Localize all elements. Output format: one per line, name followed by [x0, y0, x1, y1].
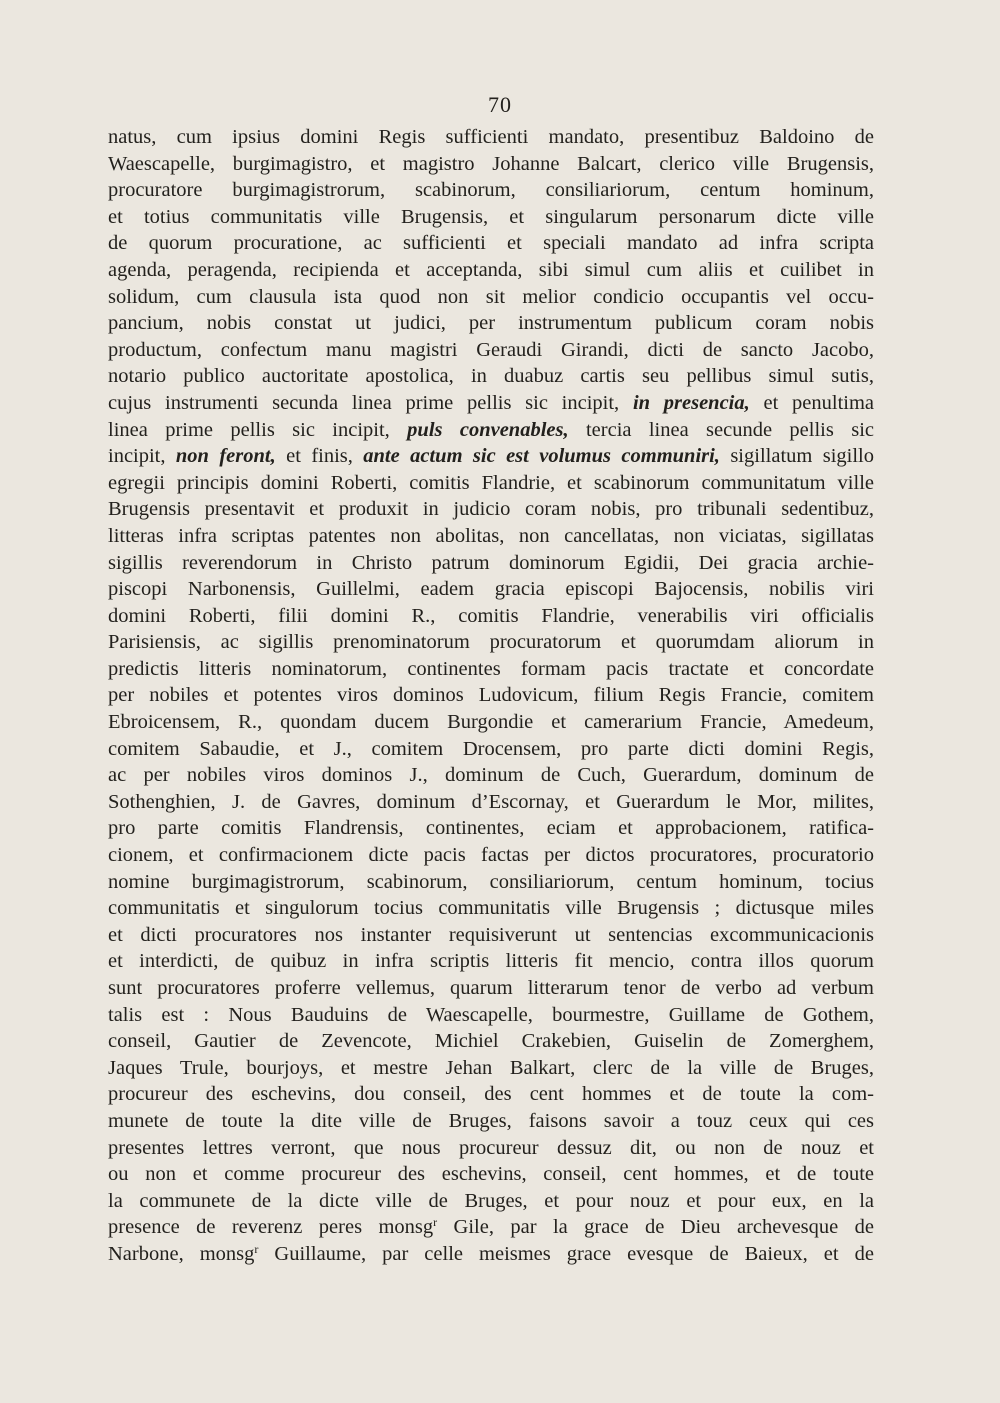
text-line [108, 1135, 874, 1162]
text-span: solidum, cum clausula ista quod non sit melior condicio occupantis vel occu- [108, 285, 874, 308]
text-line [108, 948, 874, 975]
text-span: procureur des eschevins, dou conseil, des cent hommes et de toute la com- [108, 1083, 874, 1106]
text-line [108, 1108, 874, 1135]
text-line [108, 656, 874, 683]
text-line [108, 682, 874, 709]
text-span: Jaques Trule, bourjoys, et mestre Jehan Balkart, clerc de la ville de Bruges, [108, 1056, 874, 1079]
text-line [108, 151, 874, 178]
text-span: Sothenghien, J. de Gavres, dominum d’Escornay, et Guerardum le Mor, milites, [108, 790, 874, 813]
text-line [108, 496, 874, 523]
text-span: per nobiles et potentes viros dominos Ludovicum, filium Regis Francie, comitem [108, 684, 874, 707]
superscript: r [433, 1215, 438, 1230]
text-line [108, 842, 874, 869]
text-line [108, 1241, 874, 1268]
text-span: talis est : Nous Bauduins de Waescapelle, bourmestre, Guillame de Gothem, [108, 1003, 874, 1026]
text-line [108, 1214, 874, 1241]
text-span: munete de toute la dite ville de Bruges, faisons savoir a touz ceux qui ces [108, 1109, 874, 1132]
text-span: presence de reverenz peres monsg [108, 1216, 434, 1239]
text-line [108, 390, 874, 417]
italic-phrase: non feront, [175, 445, 276, 468]
text-line [108, 975, 874, 1002]
text-span: et finis, [275, 445, 364, 468]
text-line [108, 230, 874, 257]
text-span: Parisiensis, ac sigillis prenominatorum procuratorum et quorumdam aliorum in [108, 631, 874, 654]
text-line [108, 1161, 874, 1188]
text-span: et totius communitatis ville Brugensis, et singularum personarum dicte ville [108, 205, 874, 228]
text-span: Gile, par la grace de Dieu archevesque de [437, 1216, 874, 1239]
text-line [108, 762, 874, 789]
text-span: linea prime pellis sic incipit, [108, 418, 408, 441]
text-line [108, 1055, 874, 1082]
text-span: Brugensis presentavit et produxit in judicio coram nobis, pro tribunali sedentibuz, [108, 498, 874, 521]
text-line [108, 124, 874, 151]
text-line [108, 629, 874, 656]
text-span: tercia linea secunde pellis sic [568, 418, 874, 441]
text-span: pancium, nobis constat ut judici, per instrumentum publicum coram nobis [108, 312, 874, 335]
text-line [108, 417, 874, 444]
italic-phrase: in presencia, [632, 391, 750, 414]
text-line [108, 284, 874, 311]
text-span: agenda, peragenda, recipienda et acceptanda, sibi simul cum aliis et cuilibet in [108, 258, 874, 281]
text-line [108, 550, 874, 577]
text-line [108, 204, 874, 231]
text-line [108, 1028, 874, 1055]
italic-phrase: puls convenables, [407, 418, 569, 441]
text-line [108, 815, 874, 842]
text-line [108, 869, 874, 896]
page-number: 70 [488, 92, 512, 117]
text-span: egregii principis domini Roberti, comitis Flandrie, et scabinorum communitatum ville [108, 471, 874, 494]
text-span: litteras infra scriptas patentes non abolitas, non cancellatas, non viciatas, sigillatas [108, 524, 874, 547]
text-span: sunt procuratores proferre vellemus, quarum litterarum tenor de verbo ad verbum [108, 977, 874, 999]
text-span: incipit, [108, 445, 176, 468]
text-span: cionem, et confirmacionem dicte pacis factas per dictos procuratores, procuratorio [108, 844, 874, 867]
text-line [108, 1002, 874, 1029]
text-line [108, 363, 874, 390]
text-line [108, 895, 874, 922]
text-span: comitem Sabaudie, et J., comitem Drocensem, pro parte dicti domini Regis, [108, 737, 874, 760]
text-span: Narbone, monsg [108, 1242, 255, 1265]
text-span: de quorum procuratione, ac sufficienti et speciali mandato ad infra scripta [108, 232, 874, 255]
text-line [108, 709, 874, 736]
text-line [108, 523, 874, 550]
text-span: sigillis reverendorum in Christo patrum dominorum Egidii, Dei gracia archie- [108, 551, 874, 574]
text-span: domini Roberti, filii domini R., comitis Flandrie, venerabilis viri officialis [108, 604, 874, 627]
text-span: sigillatum sigillo [719, 445, 874, 468]
text-span: et penultima [749, 391, 874, 414]
text-span: et dicti procuratores nos instanter requisiverunt ut sentencias excommunicacionis [108, 923, 874, 946]
text-span: predictis litteris nominatorum, continentes formam pacis tractate et concordate [108, 657, 874, 680]
text-span: communitatis et singulorum tocius communitatis ville Brugensis ; dictusque miles [108, 897, 874, 920]
text-span: la communete de la dicte ville de Bruges, et pour nouz et pour eux, en la [108, 1189, 874, 1212]
text-line [108, 576, 874, 603]
text-span: productum, confectum manu magistri Geraudi Girandi, dicti de sancto Jacobo, [108, 338, 874, 361]
text-span: conseil, Gautier de Zevencote, Michiel Crakebien, Guiselin de Zomerghem, [108, 1030, 874, 1053]
text-line [108, 922, 874, 949]
superscript: r [254, 1241, 259, 1256]
text-span: cujus instrumenti secunda linea prime pellis sic incipit, [108, 391, 633, 414]
text-span: natus, cum ipsius domini Regis sufficienti mandato, presentibuz Baldoino de [108, 126, 874, 148]
text-span: ou non et comme procureur des eschevins, conseil, cent hommes, et de toute [108, 1163, 874, 1186]
text-span: nomine burgimagistrorum, scabinorum, consiliariorum, centum hominum, tocius [108, 870, 874, 893]
text-line [108, 443, 874, 470]
text-line [108, 177, 874, 204]
text-line [108, 257, 874, 284]
body-text [108, 124, 874, 1268]
text-span: et interdicti, de quibuz in infra scriptis litteris fit mencio, contra illos quorum [108, 950, 874, 973]
text-span: piscopi Narbonensis, Guillelmi, eadem gracia episcopi Bajocensis, nobilis viri [108, 578, 874, 601]
text-span: presentes lettres verront, que nous procureur dessuz dit, ou non de nouz et [108, 1136, 874, 1159]
text-span: Ebroicensem, R., quondam ducem Burgondie et camerarium Francie, Amedeum, [108, 711, 874, 734]
text-span: notario publico auctoritate apostolica, in duabuz cartis seu pellibus simul sutis, [108, 365, 874, 388]
text-span: ac per nobiles viros dominos J., dominum de Cuch, Guerardum, dominum de [108, 764, 874, 787]
text-span: pro parte comitis Flandrensis, continentes, eciam et approbacionem, ratifica- [108, 817, 874, 840]
text-line [108, 337, 874, 364]
text-line [108, 470, 874, 497]
text-span: Waescapelle, burgimagistro, et magistro Johanne Balcart, clerico ville Brugensis, [108, 152, 874, 175]
italic-phrase: ante actum sic est volumus communiri, [363, 445, 720, 468]
text-line [108, 789, 874, 816]
text-line [108, 310, 874, 337]
text-line [108, 1188, 874, 1215]
text-line [108, 736, 874, 763]
text-span: procuratore burgimagistrorum, scabinorum, consiliariorum, centum hominum, [108, 179, 874, 202]
text-line [108, 603, 874, 630]
text-line [108, 1081, 874, 1108]
text-span: Guillaume, par celle meismes grace evesque de Baieux, et de [258, 1242, 874, 1265]
